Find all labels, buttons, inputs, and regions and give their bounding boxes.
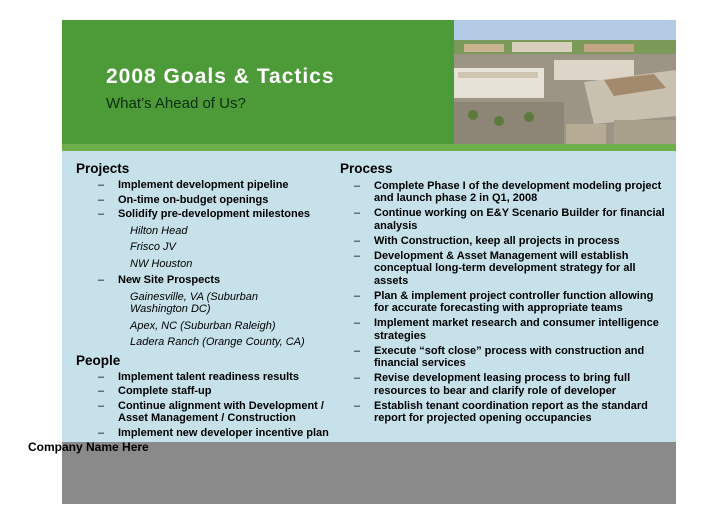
list-item: – Complete staff-up [98,385,346,398]
list-item: Frisco JV [130,241,176,253]
list-item: Apex, NC (Suburban Raleigh) [130,319,276,332]
list-item: – Establish tenant coordination report as the standard report for projected opening occupancies [348,400,670,425]
right-column [340,161,670,427]
list-item: – Continue alignment with Development / Asset Management / Construction [98,400,346,425]
list-item: – Plan & implement project controller function allowing for accurate forecasting with appropriate teams [348,290,670,315]
slide [62,20,676,504]
list-item [98,208,346,270]
aerial-photo-image [454,20,676,144]
list-item: – Complete Phase I of the development modeling project and launch phase 2 in Q1, 2008 [348,180,670,205]
left-column [76,161,346,441]
list-item: – Implement development pipeline [98,179,346,192]
people-heading: People [76,352,121,368]
process-list [340,180,670,425]
list-item: Hilton Head [130,224,188,237]
slide-subtitle: What’s Ahead of Us? [106,95,246,112]
list-item [98,274,346,349]
footer-bar [62,442,676,504]
list-item: – Implement talent readiness results [98,371,346,384]
list-item: – Implement new developer incentive plan [98,427,346,440]
aerial-photo-drawing [454,20,676,144]
list-item: – On-time on-budget openings [98,194,346,207]
header-banner [62,20,676,151]
list-item: – Development & Asset Management will establish conceptual long-term development strategy for all assets [348,250,670,288]
process-heading: Process [340,161,393,176]
projects-heading: Projects [76,161,130,176]
list-item-label: New Site Prospects [118,274,221,286]
list-item: Gainesville, VA (Suburban Washington DC) [130,290,258,315]
list-item: – Implement market research and consumer intelligence strategies [348,317,670,342]
content-area [62,151,676,442]
company-name: Company Name Here [28,440,149,454]
list-item-label: Solidify pre-development milestones [118,208,310,220]
people-list [76,371,346,440]
list-item: – Revise development leasing process to bring full resources to bear and clarify role of developer [348,372,670,397]
list-item: Ladera Ranch (Orange County, CA) [130,336,305,348]
header-accent-band [62,144,676,151]
milestones-list [118,225,346,271]
list-item: – With Construction, keep all projects in process [348,235,670,248]
new-sites-list [118,291,346,349]
projects-list [76,179,346,349]
list-item: – Execute “soft close” process with construction and financial services [348,345,670,370]
slide-title: 2008 Goals & Tactics [106,65,335,88]
list-item: NW Houston [130,257,193,270]
list-item: – Continue working on E&Y Scenario Builder for financial analysis [348,207,670,232]
